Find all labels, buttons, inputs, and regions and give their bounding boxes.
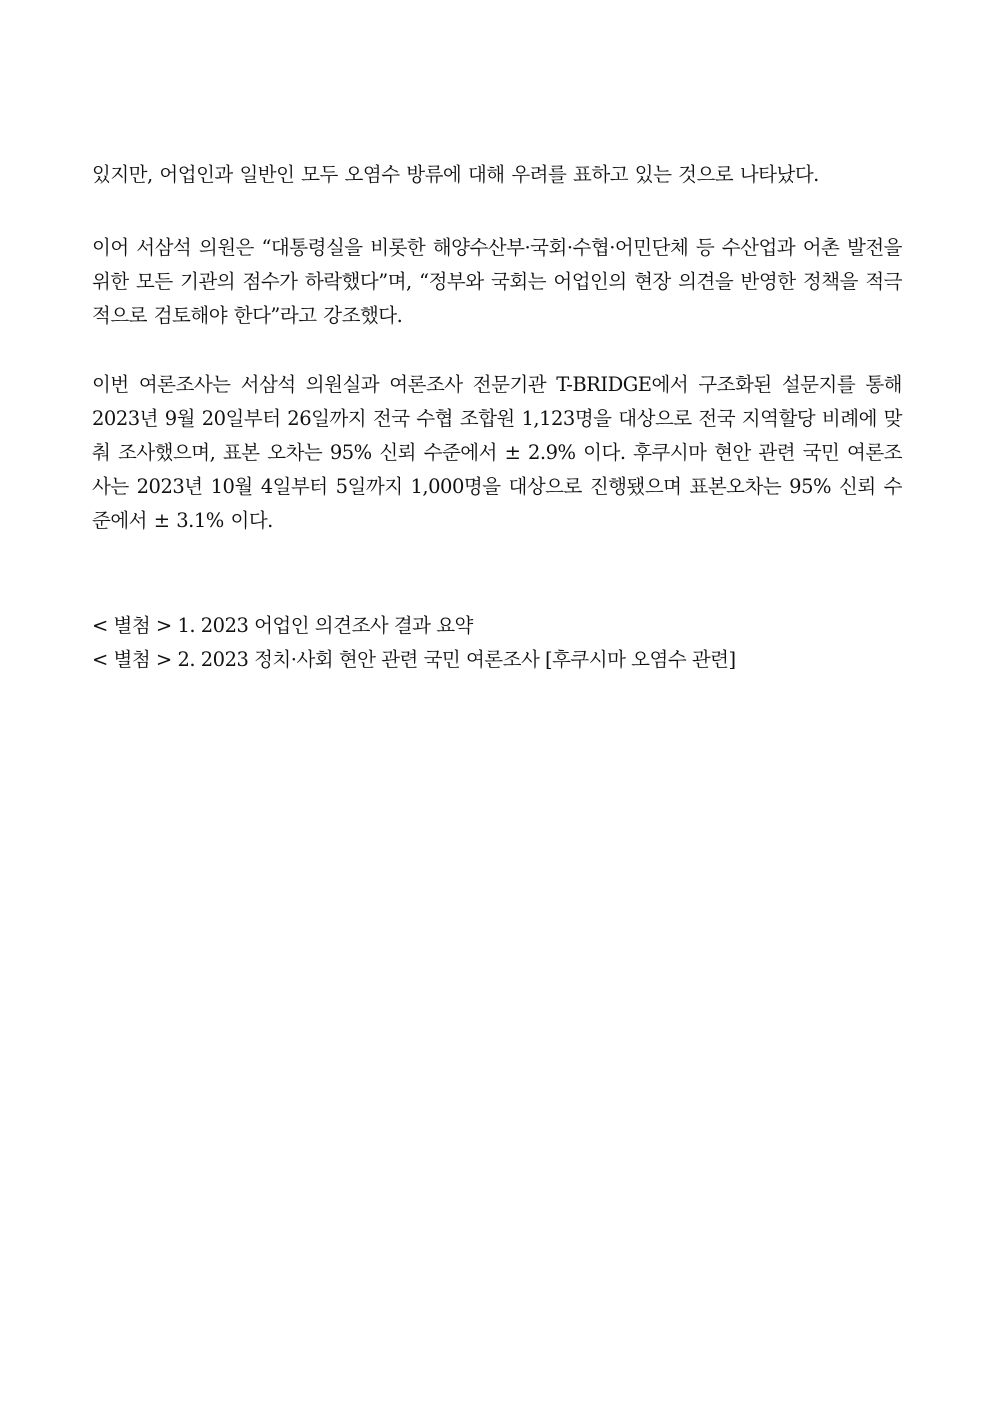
paragraph-survey-methodology: 이번 여론조사는 서삼석 의원실과 여론조사 전문기관 T-BRIDGE에서 구조화된 설문지를 통해 2023년 9월 20일부터 26일까지 전국 수협 조합원 1,123명을 대상으로 전국 지역할당 비례에 맞춰 조사했으며, 표본 오차는 95% 신뢰 수준에서 ± 2.9% 이다. 후쿠시마 현안 관련 국민 여론조사는 2023년 10월 4일부터 5일까지 1,000명을 대상으로 진행됐으며 표본오차는 95% 신뢰 수준에서 ± 3.1% 이다. xyxy=(92,373,902,532)
attachment-2: < 별첨 > 2. 2023 정치·사회 현안 관련 국민 여론조사 [후쿠시마 오염수 관련] xyxy=(92,648,736,671)
paragraph-lawmaker-statement: 이어 서삼석 의원은 “대통령실을 비롯한 해양수산부·국회·수협·어민단체 등 수산업과 어촌 발전을 위한 모든 기관의 점수가 하락했다”며, “정부와 국회는 어업인의 현장 의견을 반영한 정책을 적극적으로 검토해야 한다”라고 강조했다. xyxy=(92,236,902,327)
paragraph-opinion-concern: 있지만, 어업인과 일반인 모두 오염수 방류에 대해 우려를 표하고 있는 것으로 나타났다. xyxy=(92,163,819,186)
attachment-1: < 별첨 > 1. 2023 어업인 의견조사 결과 요약 xyxy=(92,614,473,637)
